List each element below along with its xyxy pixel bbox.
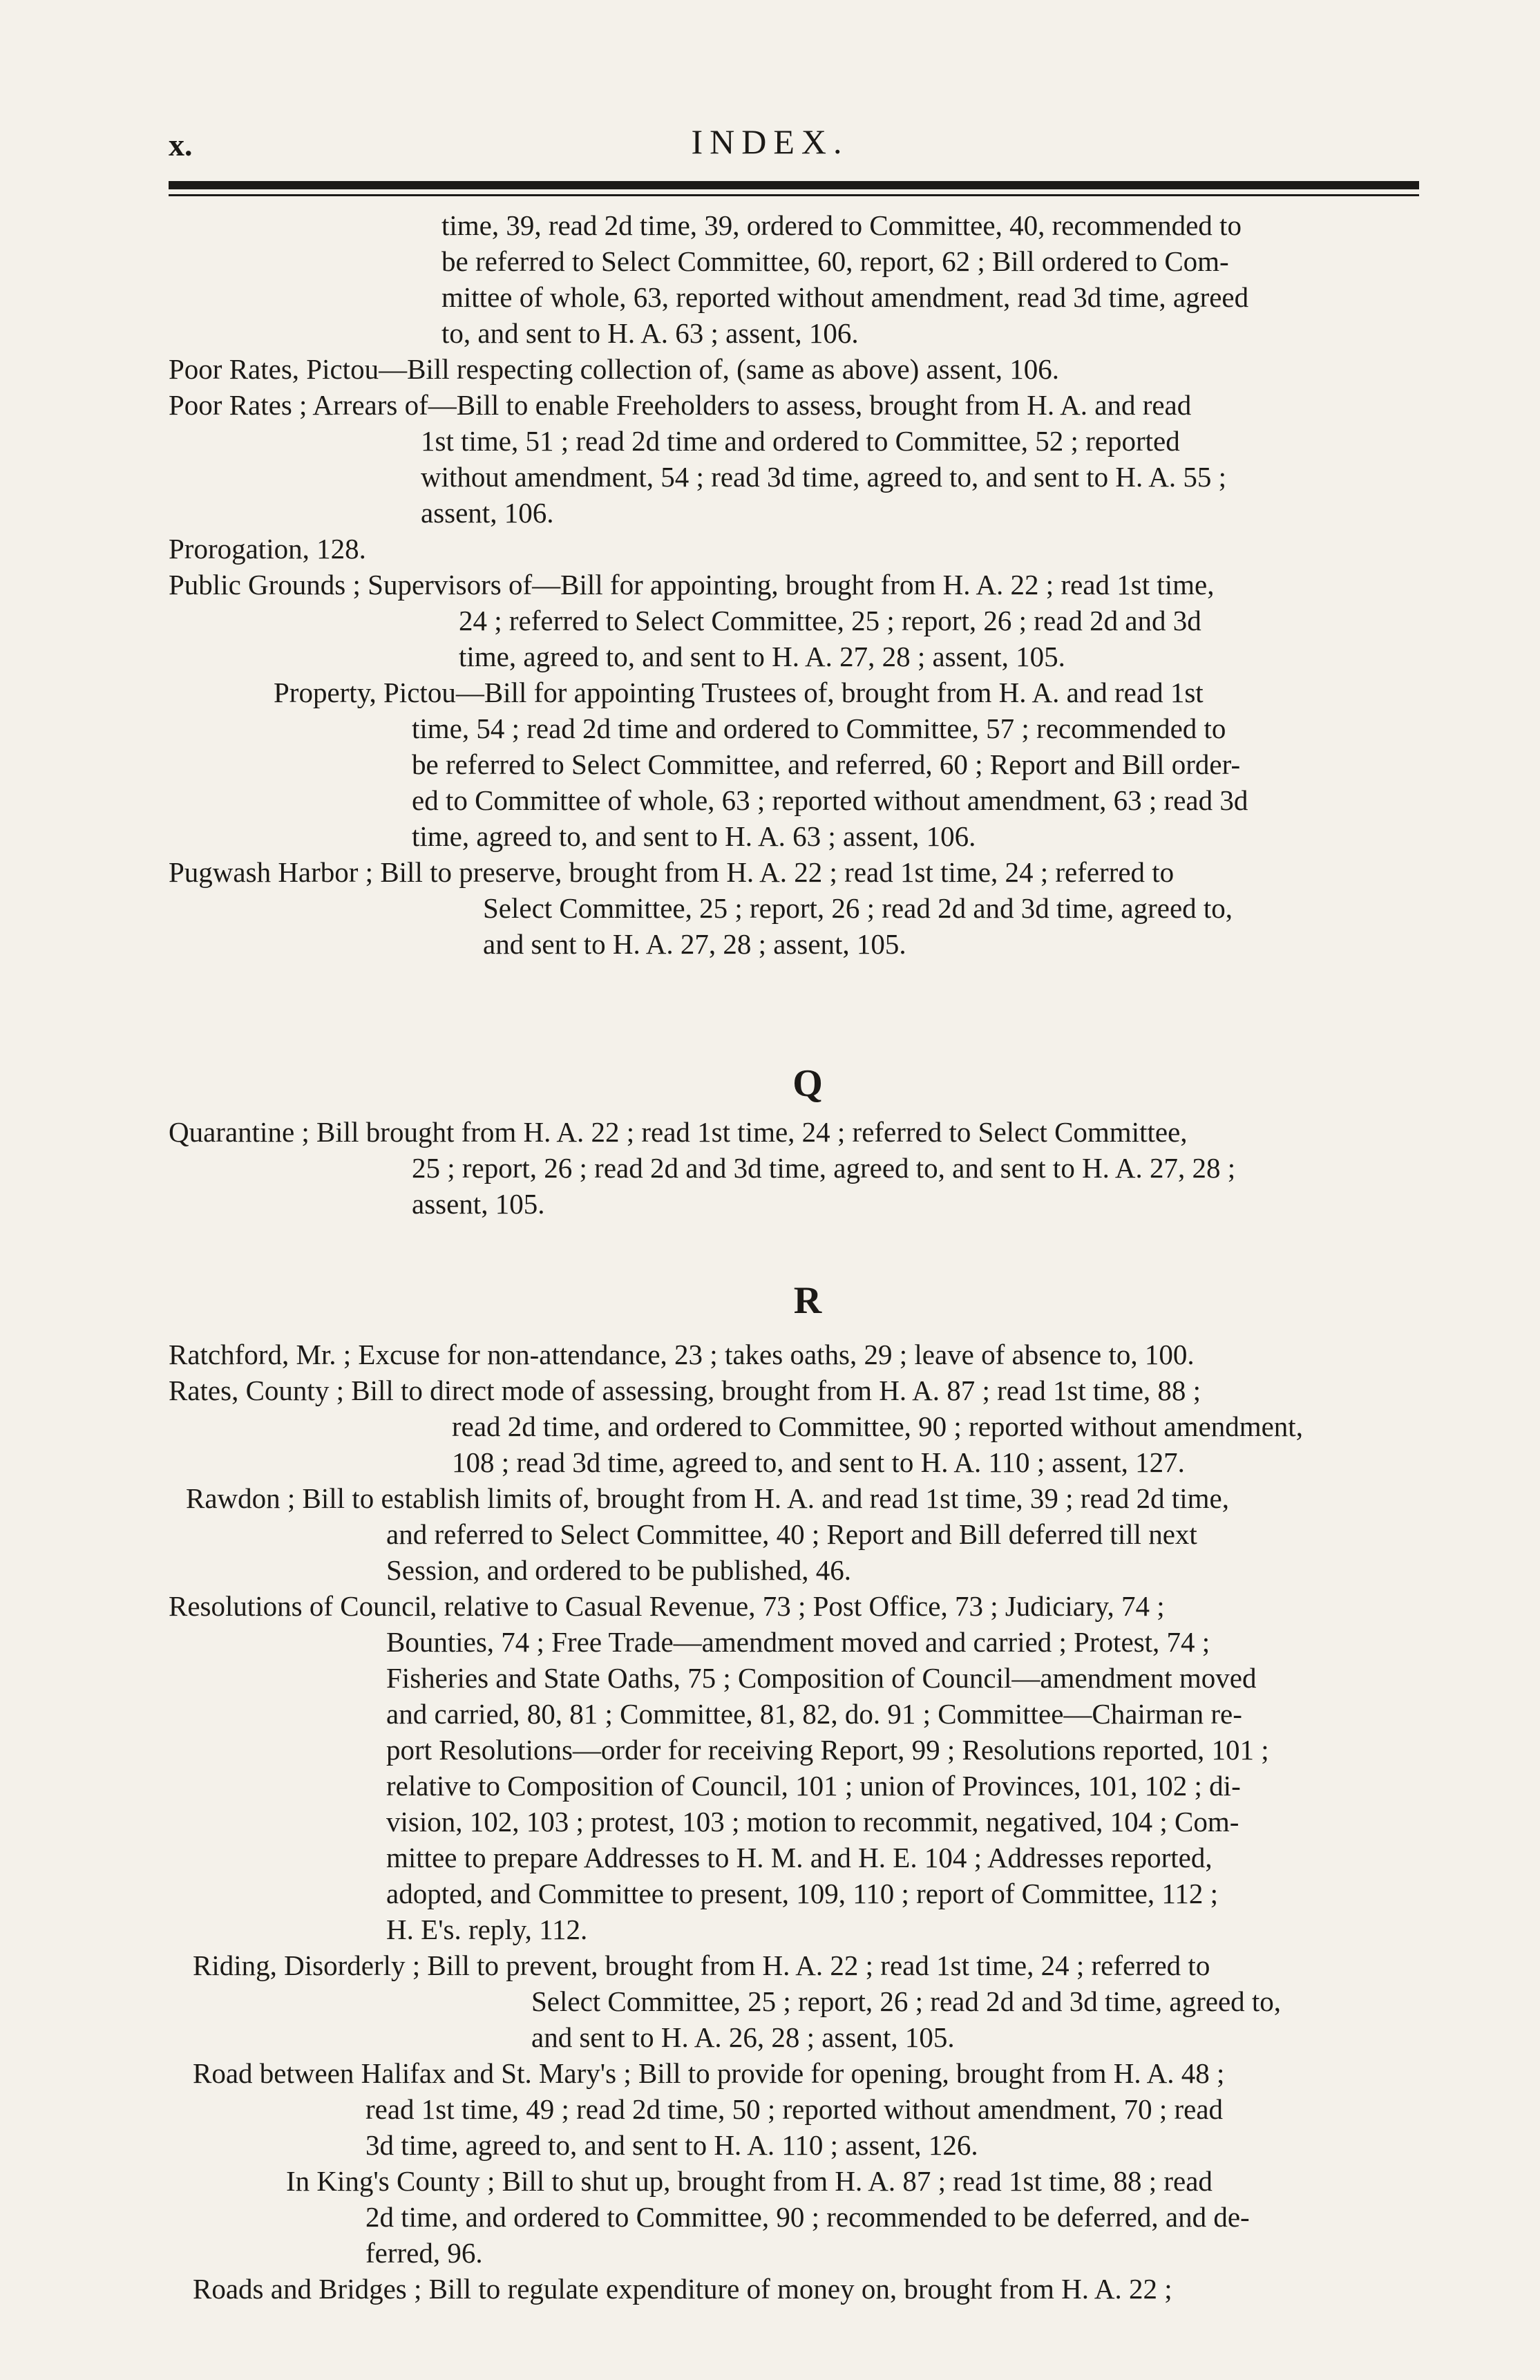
entry-line: Session, and ordered to be published, 46. (386, 1554, 851, 1586)
entry-line: 3d time, agreed to, and sent to H. A. 110 ; assent, 126. (365, 2129, 978, 2161)
entry-line: be referred to Select Committee, 60, report, 62 ; Bill ordered to Com- (441, 245, 1229, 277)
entry-line: Fisheries and State Oaths, 75 ; Composition of Council—amendment moved (386, 1662, 1257, 1694)
header-rule-thick (169, 181, 1419, 189)
entry-line: Select Committee, 25 ; report, 26 ; read 2d and 3d time, agreed to, (483, 892, 1233, 924)
index-entry (169, 1114, 1447, 1222)
page-number: x. (169, 127, 193, 162)
header-rule-thin (169, 194, 1419, 196)
entry-line: Public Grounds ; Supervisors of—Bill for appointing, brought from H. A. 22 ; read 1st time, (169, 569, 1215, 601)
entry-line: mittee to prepare Addresses to H. M. and H. E. 104 ; Addresses reported, (386, 1842, 1213, 1873)
index-entry (169, 531, 1447, 567)
entry-line: 25 ; report, 26 ; read 2d and 3d time, agreed to, and sent to H. A. 27, 28 ; (412, 1152, 1236, 1184)
entry-line: and referred to Select Committee, 40 ; Report and Bill deferred till next (386, 1518, 1197, 1550)
entry-line: Quarantine ; Bill brought from H. A. 22 ; read 1st time, 24 ; referred to Select Committee, (169, 1116, 1188, 1148)
entry-line: 24 ; referred to Select Committee, 25 ; report, 26 ; read 2d and 3d (459, 605, 1201, 636)
entry-line: assent, 106. (421, 497, 554, 529)
entry-line: Resolutions of Council, relative to Casual Revenue, 73 ; Post Office, 73 ; Judiciary, 74 ; (169, 1590, 1165, 1622)
index-entry (169, 1337, 1447, 1372)
section-gap (169, 962, 1447, 1066)
entry-line: time, 39, read 2d time, 39, ordered to Committee, 40, recommended to (441, 209, 1242, 241)
section-gap (169, 1222, 1447, 1283)
page-title: INDEX. (691, 122, 849, 161)
entry-line: H. E's. reply, 112. (386, 1914, 588, 1945)
section-letter-q: Q (792, 1062, 823, 1105)
entry-line: and sent to H. A. 27, 28 ; assent, 105. (483, 928, 906, 960)
entry-line: mittee of whole, 63, reported without amendment, read 3d time, agreed (441, 281, 1249, 313)
index-entry (169, 207, 1447, 351)
index-entry (169, 674, 1447, 854)
index-entry (169, 854, 1447, 962)
entry-line: without amendment, 54 ; read 3d time, agreed to, and sent to H. A. 55 ; (421, 461, 1226, 493)
entry-line: 108 ; read 3d time, agreed to, and sent to H. A. 110 ; assent, 127. (452, 1446, 1185, 1478)
entry-line: adopted, and Committee to present, 109, 110 ; report of Committee, 112 ; (386, 1878, 1218, 1909)
entry-line: time, agreed to, and sent to H. A. 27, 28 ; assent, 105. (459, 641, 1065, 672)
entry-line: ed to Committee of whole, 63 ; reported without amendment, 63 ; read 3d (412, 784, 1248, 816)
index-entry (169, 2055, 1447, 2163)
entry-line: Pugwash Harbor ; Bill to preserve, brought from H. A. 22 ; read 1st time, 24 ; referred to (169, 856, 1175, 888)
entry-line: 2d time, and ordered to Committee, 90 ; recommended to be deferred, and de- (365, 2201, 1250, 2233)
entry-line: Road between Halifax and St. Mary's ; Bill to provide for opening, brought from H. A. 48 ; (193, 2057, 1225, 2089)
entry-line: 1st time, 51 ; read 2d time and ordered to Committee, 52 ; reported (421, 425, 1180, 457)
entry-line: Poor Rates, Pictou—Bill respecting collection of, (same as above) assent, 106. (169, 353, 1059, 385)
entry-line: Poor Rates ; Arrears of—Bill to enable Freeholders to assess, brought from H. A. and read (169, 389, 1192, 421)
entry-line: vision, 102, 103 ; protest, 103 ; motion to recommit, negatived, 104 ; Com- (386, 1806, 1239, 1838)
entry-line: read 1st time, 49 ; read 2d time, 50 ; reported without amendment, 70 ; read (365, 2093, 1224, 2125)
entry-line: time, agreed to, and sent to H. A. 63 ; assent, 106. (412, 820, 976, 852)
entry-line: Rates, County ; Bill to direct mode of assessing, brought from H. A. 87 ; read 1st time, 88 ; (169, 1375, 1201, 1406)
index-entry (169, 2271, 1447, 2307)
entry-line: relative to Composition of Council, 101 ; union of Provinces, 101, 102 ; di- (386, 1770, 1241, 1802)
entry-line: to, and sent to H. A. 63 ; assent, 106. (441, 317, 859, 349)
entry-line: Select Committee, 25 ; report, 26 ; read 2d and 3d time, agreed to, (531, 1985, 1282, 2017)
index-entry (169, 1480, 1447, 1588)
index-entry (169, 387, 1447, 531)
entry-line: read 2d time, and ordered to Committee, 90 ; reported without amendment, (452, 1410, 1303, 1442)
entry-line: Property, Pictou—Bill for appointing Trustees of, brought from H. A. and read 1st (274, 677, 1204, 708)
entry-line: Ratchford, Mr. ; Excuse for non-attendance, 23 ; takes oaths, 29 ; leave of absence to, 100. (169, 1339, 1195, 1370)
entry-line: ferred, 96. (365, 2237, 483, 2269)
index-entry (169, 567, 1447, 674)
entry-line: port Resolutions—order for receiving Report, 99 ; Resolutions reported, 101 ; (386, 1734, 1269, 1766)
index-entry (169, 351, 1447, 387)
entry-line: and carried, 80, 81 ; Committee, 81, 82, do. 91 ; Committee—Chairman re- (386, 1698, 1242, 1730)
entry-line: Prorogation, 128. (169, 533, 366, 565)
entry-line: Roads and Bridges ; Bill to regulate expenditure of money on, brought from H. A. 22 ; (193, 2273, 1172, 2305)
entry-line: be referred to Select Committee, and referred, 60 ; Report and Bill order- (412, 748, 1241, 780)
entry-line: Riding, Disorderly ; Bill to prevent, brought from H. A. 22 ; read 1st time, 24 ; referred to (193, 1949, 1210, 1981)
section-letter-r: R (793, 1279, 822, 1322)
entry-line: Bounties, 74 ; Free Trade—amendment moved and carried ; Protest, 74 ; (386, 1626, 1210, 1658)
index-entry (169, 1588, 1447, 1947)
entry-line: Rawdon ; Bill to establish limits of, brought from H. A. and read 1st time, 39 ; read 2d time, (186, 1482, 1229, 1514)
entry-line: In King's County ; Bill to shut up, brought from H. A. 87 ; read 1st time, 88 ; read (286, 2165, 1213, 2197)
entry-line: and sent to H. A. 26, 28 ; assent, 105. (531, 2021, 955, 2053)
index-entries (169, 207, 1447, 2307)
entry-line: assent, 105. (412, 1188, 545, 1220)
index-entry (169, 1372, 1447, 1480)
index-entry (169, 2163, 1447, 2271)
index-entry (169, 1947, 1447, 2055)
entry-line: time, 54 ; read 2d time and ordered to Committee, 57 ; recommended to (412, 712, 1226, 744)
